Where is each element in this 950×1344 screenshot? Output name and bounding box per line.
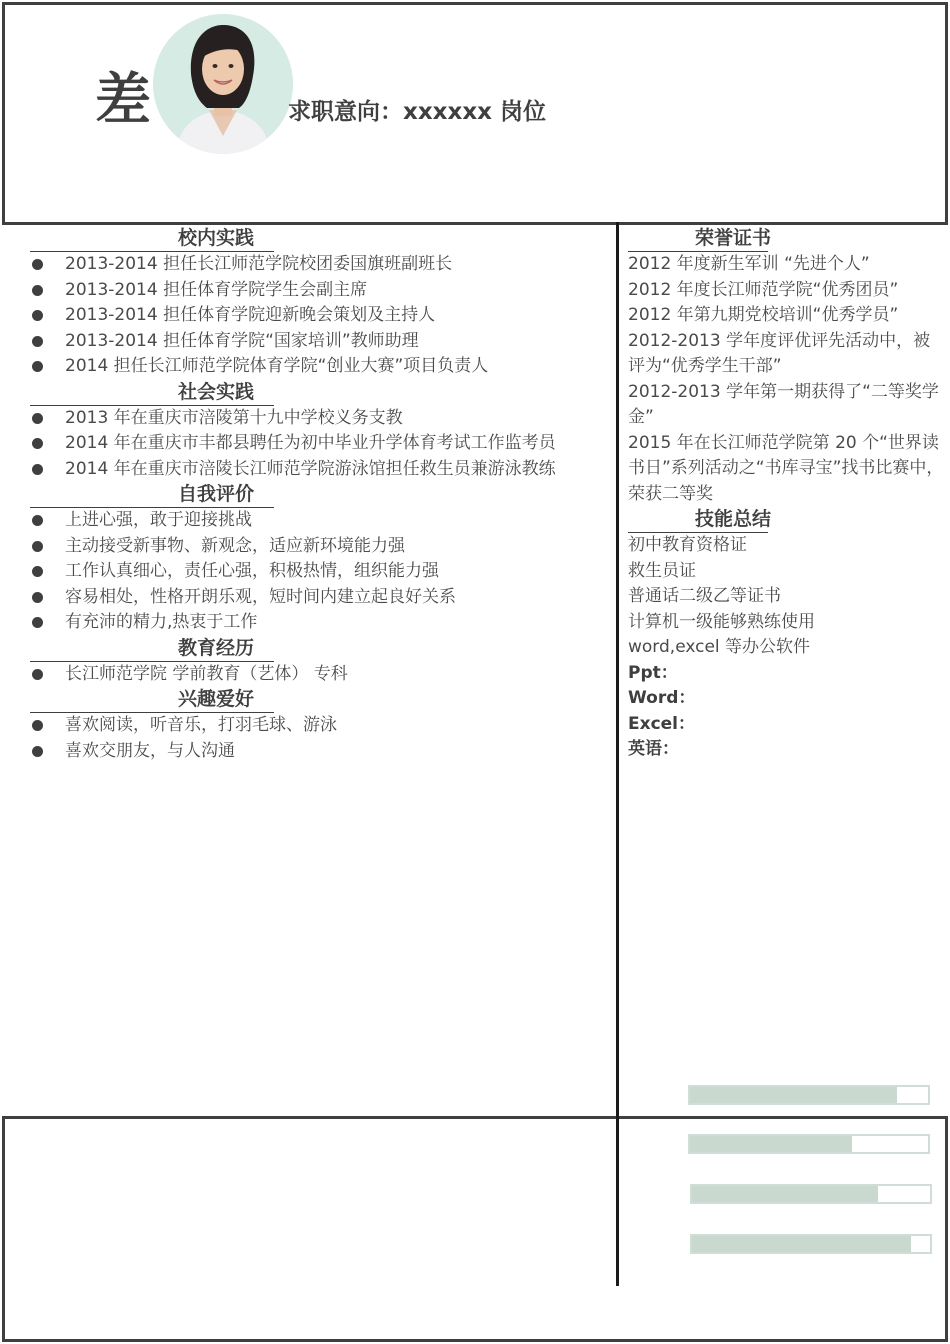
list-item: 2014 年在重庆市涪陵长江师范学院游泳馆担任救生员兼游泳教练	[30, 457, 614, 483]
section-title-skills: 技能总结	[628, 507, 768, 533]
skill-bar-ppt	[688, 1085, 930, 1105]
skill-label-word: Word：	[628, 688, 696, 708]
skill-bar-fill	[690, 1136, 852, 1152]
list-item: 2013-2014 担任体育学院迎新晚会策划及主持人	[30, 303, 614, 329]
skill-bar-word	[688, 1134, 930, 1154]
column-divider	[616, 222, 619, 1286]
skill-bar-excel	[690, 1184, 932, 1204]
self-eval-list	[30, 508, 614, 636]
avatar-photo-icon	[153, 14, 293, 154]
list-item: 计算机一级能够熟练使用	[628, 611, 815, 632]
list-item: 2013 年在重庆市涪陵第十九中学校义务支教	[30, 406, 614, 432]
list-item: 2012-2013 学年度评优评先活动中，被评为“优秀学生干部”	[628, 330, 931, 376]
skill-label-ppt: Ppt：	[628, 662, 678, 683]
honors-list	[628, 252, 944, 507]
right-column	[628, 226, 944, 763]
list-item: word,excel 等办公软件	[628, 637, 811, 657]
left-column	[30, 226, 614, 764]
hobbies-list	[30, 713, 614, 764]
list-item: 2012 年第九期党校培训“优秀学员”	[628, 305, 899, 325]
section-title-self: 自我评价	[30, 482, 274, 508]
list-item: 2012 年度长江师范学院“优秀团员”	[628, 279, 899, 300]
section-title-education: 教育经历	[30, 636, 274, 662]
list-item: 2013-2014 担任体育学院学生会副主席	[30, 278, 614, 304]
skill-bar-fill	[692, 1186, 878, 1202]
list-item: 普通话二级乙等证书	[628, 586, 781, 606]
list-item: 初中教育资格证	[628, 535, 747, 555]
section-title-honors: 荣誉证书	[628, 226, 768, 252]
list-item: 主动接受新事物、新观念，适应新环境能力强	[30, 534, 614, 560]
list-item: 2015 年在长江师范学院第 20 个“世界读书日”系列活动之“书库寻宝”找书比赛中，荣获二等奖	[628, 432, 944, 504]
skill-bar-fill	[690, 1087, 897, 1103]
list-item: 2014 担任长江师范学院体育学院“创业大赛”项目负责人	[30, 354, 614, 380]
section-title-hobbies: 兴趣爱好	[30, 687, 274, 713]
list-item: 2013-2014 担任长江师范学院校团委国旗班副班长	[30, 252, 614, 278]
skill-bar-fill	[692, 1236, 911, 1252]
list-item: 容易相处，性格开朗乐观，短时间内建立起良好关系	[30, 585, 614, 611]
list-item: 喜欢阅读，听音乐，打羽毛球、游泳	[30, 713, 614, 739]
list-item: 上进心强，敢于迎接挑战	[30, 508, 614, 534]
education-list	[30, 662, 614, 688]
list-item: 喜欢交朋友，与人沟通	[30, 739, 614, 765]
list-item: 2013-2014 担任体育学院“国家培训”教师助理	[30, 329, 614, 355]
skills-list	[628, 533, 944, 763]
social-list	[30, 406, 614, 483]
job-intent: 求职意向：xxxxxx 岗位	[288, 99, 547, 125]
skill-label-excel: Excel：	[628, 713, 696, 734]
section-title-campus: 校内实践	[30, 226, 274, 252]
list-item: 救生员证	[628, 560, 696, 581]
list-item: 2012 年度新生军训 “先进个人”	[628, 254, 870, 274]
list-item: 2014 年在重庆市丰都县聘任为初中毕业升学体育考试工作监考员	[30, 431, 614, 457]
skill-label-english: 英语：	[628, 739, 679, 759]
list-item: 长江师范学院 学前教育（艺体） 专科	[30, 662, 614, 688]
avatar	[153, 14, 293, 154]
list-item: 有充沛的精力,热衷于工作	[30, 610, 614, 636]
campus-list	[30, 252, 614, 380]
name-text: 差	[95, 68, 151, 133]
list-item: 工作认真细心，责任心强，积极热情，组织能力强	[30, 559, 614, 585]
list-item: 2012-2013 学年第一期获得了“二等奖学金”	[628, 381, 939, 427]
skill-bar-english	[690, 1234, 932, 1254]
section-title-social: 社会实践	[30, 380, 274, 406]
